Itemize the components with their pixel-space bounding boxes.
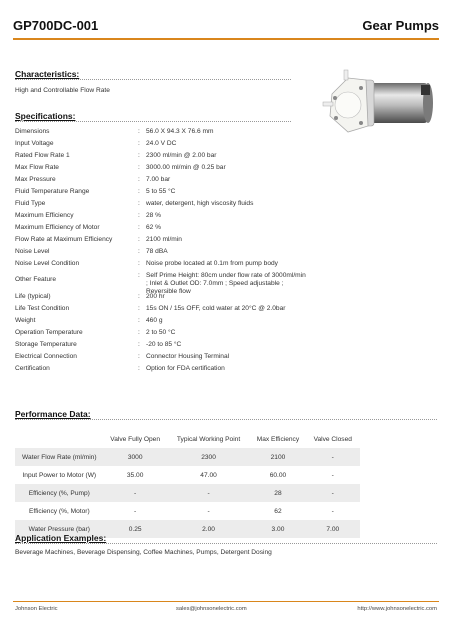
spec-value: 15s ON / 15s OFF, cold water at 20°C @ 2.0bar xyxy=(146,305,286,312)
spec-value: Option for FDA certification xyxy=(146,365,225,372)
table-row xyxy=(15,448,360,466)
specifications-divider xyxy=(15,121,291,122)
specifications-list xyxy=(15,126,305,375)
characteristics-text: High and Controllable Flow Rate xyxy=(15,87,110,94)
spec-value: 2100 ml/min xyxy=(146,236,182,243)
spec-value: 28 % xyxy=(146,212,162,219)
spec-label: Operation Temperature xyxy=(15,329,83,336)
spec-label: Maximum Efficiency of Motor xyxy=(15,224,100,231)
spec-label: Life (typical) xyxy=(15,293,51,300)
spec-row: Maximum Efficiency of Motor : 62 % xyxy=(15,222,305,234)
spec-value: 78 dBA xyxy=(146,248,168,255)
spec-label: Input Voltage xyxy=(15,140,54,147)
table-cell: 0.25 xyxy=(104,520,167,538)
applications-divider xyxy=(15,543,437,544)
spec-label: Weight xyxy=(15,317,36,324)
table-cell: 2.00 xyxy=(167,520,251,538)
spec-value: 3000.00 ml/min @ 0.25 bar xyxy=(146,164,226,171)
applications-text: Beverage Machines, Beverage Dispensing, Coffee Machines, Pumps, Detergent Dosing xyxy=(15,549,272,556)
spec-value: 24.0 V DC xyxy=(146,140,177,147)
spec-label: Rated Flow Rate 1 xyxy=(15,152,70,159)
spec-row: Max Pressure : 7.00 bar xyxy=(15,174,305,186)
spec-row: Noise Level Condition : Noise probe located at 0.1m from pump body xyxy=(15,258,305,270)
spec-row: Other Feature : Self Prime Height: 80cm under flow rate of 3000ml/min ; Inlet & Outlet OD: 7.0mm ; Speed adjustable ; Reversible flow xyxy=(15,272,306,295)
row-label: Efficiency (%, Motor) xyxy=(28,507,90,515)
column-header: Max Efficiency xyxy=(256,435,300,443)
applications-title: Application Examples: xyxy=(15,533,107,543)
table-cell: 35.00 xyxy=(126,471,144,479)
spec-row: Operation Temperature : 2 to 50 °C xyxy=(15,327,305,339)
table-cell: - xyxy=(331,471,334,479)
table-cell: 2100 xyxy=(250,448,305,466)
spec-row: Noise Level : 78 dBA xyxy=(15,246,305,258)
spec-row: Fluid Temperature Range : 5 to 55 °C xyxy=(15,186,305,198)
table-cell: - xyxy=(207,507,210,515)
spec-row: Flow Rate at Maximum Efficiency : 2100 ml/min xyxy=(15,234,305,246)
spec-label: Certification xyxy=(15,365,50,372)
table-cell: 62 xyxy=(274,507,282,515)
row-label: Water Pressure (bar) xyxy=(15,520,104,538)
row-label: Water Flow Rate (ml/min) xyxy=(15,448,104,466)
table-cell: 47.00 xyxy=(200,471,217,479)
spec-value: 2300 ml/min @ 2.00 bar xyxy=(146,152,217,159)
spec-value: 56.0 X 94.3 X 76.6 mm xyxy=(146,128,214,135)
spec-row: Life Test Condition : 15s ON / 15s OFF, cold water at 20°C @ 2.0bar xyxy=(15,303,305,315)
spec-row: Storage Temperature : -20 to 85 °C xyxy=(15,339,305,351)
characteristics-divider xyxy=(15,79,291,80)
spec-value: water, detergent, high viscosity fluids xyxy=(146,200,254,207)
spec-value: Noise probe located at 0.1m from pump body xyxy=(146,260,278,267)
spec-row: Dimensions : 56.0 X 94.3 X 76.6 mm xyxy=(15,126,305,138)
spec-label: Flow Rate at Maximum Efficiency xyxy=(15,236,113,243)
table-cell: - xyxy=(331,507,334,515)
spec-value: 200 hr xyxy=(146,293,165,300)
row-label: Efficiency (%, Pump) xyxy=(15,484,104,502)
spec-row: Life (typical) : 200 hr xyxy=(15,291,305,303)
performance-title: Performance Data: xyxy=(15,409,91,419)
spec-value: 62 % xyxy=(146,224,162,231)
table-cell: - xyxy=(104,484,167,502)
spec-value: 2 to 50 °C xyxy=(146,329,176,336)
table-row xyxy=(15,502,360,520)
table-header-row xyxy=(15,430,360,448)
header-rule xyxy=(13,38,439,40)
table-row xyxy=(15,484,360,502)
table-cell: 3000 xyxy=(104,448,167,466)
spec-row: Fluid Type : water, detergent, high viscosity fluids xyxy=(15,198,305,210)
characteristics-title: Characteristics: xyxy=(15,69,80,79)
footer-rule xyxy=(13,601,439,602)
spec-label: Noise Level Condition xyxy=(15,260,80,267)
gear-pump-image xyxy=(318,68,436,148)
spec-label: Maximum Efficiency xyxy=(15,212,74,219)
column-header: Typical Working Point xyxy=(176,435,241,443)
spec-row: Certification : Option for FDA certification xyxy=(15,363,305,375)
spec-row: Rated Flow Rate 1 : 2300 ml/min @ 2.00 bar xyxy=(15,150,305,162)
table-cell: 2300 xyxy=(167,448,251,466)
table-cell: 28 xyxy=(250,484,305,502)
table-cell: - xyxy=(167,484,251,502)
spec-row: Input Voltage : 24.0 V DC xyxy=(15,138,305,150)
table-cell: 7.00 xyxy=(306,520,360,538)
spec-label: Max Pressure xyxy=(15,176,56,183)
spec-label: Storage Temperature xyxy=(15,341,77,348)
spec-label: Electrical Connection xyxy=(15,353,77,360)
spec-label: Fluid Temperature Range xyxy=(15,188,90,195)
performance-divider xyxy=(15,419,437,420)
table-cell: 3.00 xyxy=(250,520,305,538)
footer-website-link[interactable]: http://www.johnsonelectric.com xyxy=(357,606,437,612)
spec-row: Max Flow Rate : 3000.00 ml/min @ 0.25 bar xyxy=(15,162,305,174)
footer-company: Johnson Electric xyxy=(15,606,58,612)
spec-label: Max Flow Rate xyxy=(15,164,59,171)
spec-value: 7.00 bar xyxy=(146,176,171,183)
product-code: GP700DC-001 xyxy=(13,18,99,33)
page-header xyxy=(13,18,439,38)
spec-value: Connector Housing Terminal xyxy=(146,353,230,360)
spec-label: Life Test Condition xyxy=(15,305,70,312)
spec-label: Noise Level xyxy=(15,248,50,255)
specifications-title: Specifications: xyxy=(15,111,76,121)
spec-label: Fluid Type xyxy=(15,200,46,207)
spec-row: Weight : 460 g xyxy=(15,315,305,327)
spec-value: 5 to 55 °C xyxy=(146,188,176,195)
table-row xyxy=(15,466,360,484)
table-header-empty xyxy=(15,430,104,448)
footer-email-link[interactable]: sales@johnsonelectric.com xyxy=(176,606,247,612)
spec-value: Self Prime Height: 80cm under flow rate of 3000ml/min ; Inlet & Outlet OD: 7.0mm ; Speed adjustable ; Reversible flow xyxy=(146,272,306,295)
spec-label: Dimensions xyxy=(15,128,50,135)
spec-value: -20 to 85 °C xyxy=(146,341,182,348)
column-header: Valve Closed xyxy=(313,435,352,443)
table-cell: 60.00 xyxy=(269,471,287,479)
column-header: Valve Fully Open xyxy=(110,435,161,443)
spec-value: 460 g xyxy=(146,317,163,324)
table-cell: - xyxy=(306,484,360,502)
spec-label: Other Feature xyxy=(15,276,57,283)
table-cell: - xyxy=(306,448,360,466)
table-cell: - xyxy=(134,507,137,515)
performance-table xyxy=(15,430,360,538)
spec-row: Maximum Efficiency : 28 % xyxy=(15,210,305,222)
spec-row: Electrical Connection : Connector Housing Terminal xyxy=(15,351,305,363)
row-label: Input Power to Motor (W) xyxy=(22,471,97,479)
product-category: Gear Pumps xyxy=(362,18,439,33)
